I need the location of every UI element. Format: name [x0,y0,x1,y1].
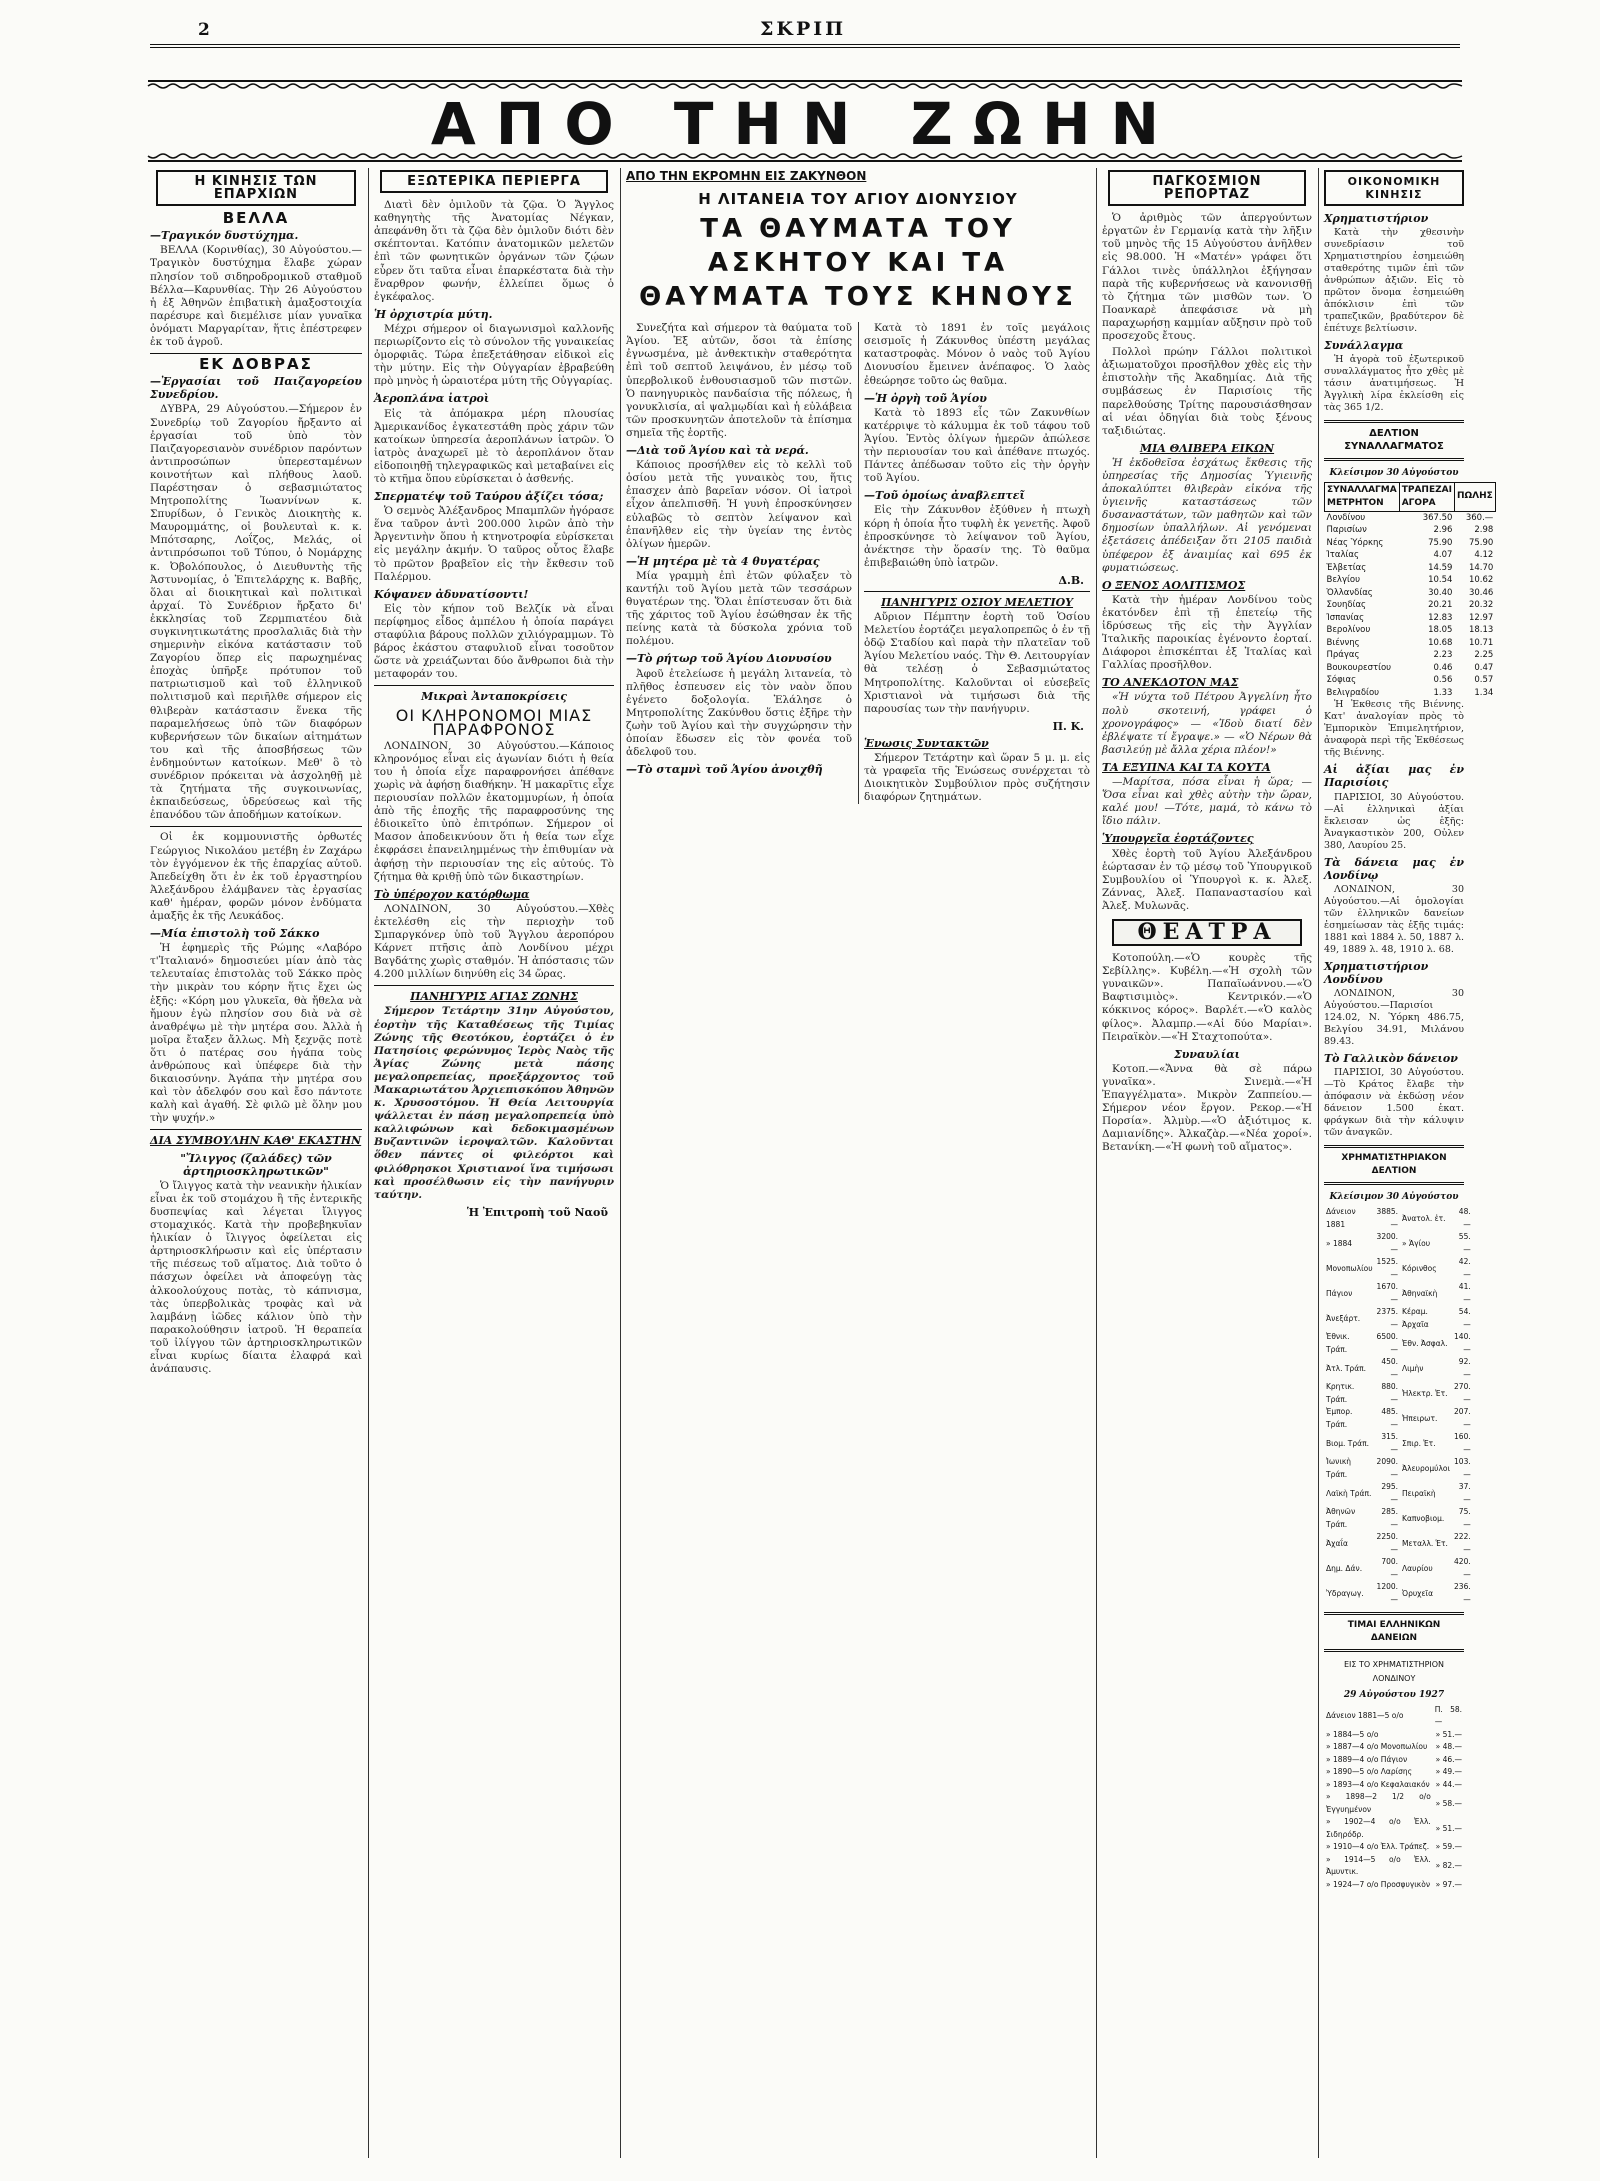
table-row [1325,674,1496,687]
table-subtitle: Κλείσιμον 30 Αὐγούστου [1329,1192,1459,1203]
table-cell: 30.40 [1428,587,1453,598]
table-title: ΔΕΛΤΙΟΝ ΣΥΝΑΛΛΑΓΜΑΤΟΣ [1324,420,1464,460]
table-cell: 75.90 [1428,537,1453,548]
bond-table [1324,1704,1464,1892]
page-number: 2 [198,20,210,40]
table-cell: 18.13 [1468,625,1494,636]
divider [150,1129,362,1130]
table-cell: Μεταλλ. Ἑτ. [1402,1538,1448,1548]
article-text: Ἡ Ἐκθεσις τῆς Βιέννης. Κατ' ἀναλογίαν πρὸς τὸ Ἐμπορικὸν Ἐπιμελητήριον, ἀναφορὰ περὶ τῆς Ἐκθέσεως τῆς Βιέννης. [1324,699,1464,759]
table-cell: » 59.— [1435,1842,1462,1852]
exchange-table-body [1325,511,1496,699]
table-cell: Ἀθηναϊκὴ [1402,1288,1438,1298]
table-cell: Καπνοβιομ. [1402,1513,1445,1523]
table-cell: Ἀνεξάρτ. [1326,1313,1361,1323]
table-cell: 0.46 [1433,662,1453,673]
table-row [1324,1206,1473,1231]
column-divider [1318,168,1319,2158]
table-cell: 222.— [1454,1532,1471,1554]
article-heading: —Ἡ μητέρα μὲ τὰ 4 θυγατέρας [626,554,820,568]
table-row [1324,1306,1473,1331]
article-heading: "Ἴλιγγος (ζαλάδες) τῶν ἀρτηριοσκληρωτικῶν" [180,1151,332,1178]
section-header: ΟΙΚΟΝΟΜΙΚΗ ΚΙΝΗΣΙΣ [1324,170,1464,206]
table-cell: Σπιρ. Ἑτ. [1402,1438,1436,1448]
table-cell: » 1884—5 ο/ο [1326,1729,1379,1739]
subsection-heading: Μικραὶ Ἀνταποκρίσεις [421,690,567,704]
article-text: ΛΟΝΔΙΝΟΝ, 30 Αὐγούστου.—Αἱ ὁμολογίαι τῶν ἑλληνικῶν δανείων ἐσημείωσαν τὰς ἑξῆς τιμάς: 1881 καὶ 1884 λ. 50, 1887 λ. 49, 1889 λ. 48, 1910 λ. 68. [1324,883,1464,955]
table-cell: Ἰωνικὴ Τράπ. [1326,1457,1352,1479]
table-cell: 10.71 [1468,637,1494,648]
subsection-heading: Τὰ δάνεια μας ἐν Λονδίνῳ [1324,855,1464,882]
table-row [1324,1779,1464,1792]
table-cell: 10.68 [1428,637,1453,648]
table-cell: 1200.— [1376,1582,1399,1604]
table-cell: Πειραϊκὴ [1402,1488,1436,1498]
article-text: Ἀφοῦ ἐτελείωσε ἡ μεγάλη λιτανεία, τὸ πλῆθος ἐσπευσεν εἰς τὸν ναὸν ὅπου ἐγένετο δοξολογία. Ἐλάλησε ὁ Μητροπολίτης Ζακύνθου ὅστις ἐξῆρε τὴν ζωὴν τοῦ Ἁγίου καὶ τὴν συγχώρησιν τὴν ὁποίαν ἔδωσεν εἰς τὸν φονέα τοῦ ἀδελφοῦ του. [626,667,852,759]
table-row [1325,649,1496,662]
column-world-reportage [1102,170,1312,2150]
article-text: Σήμερον Τετάρτην καὶ ὥραν 5 μ. μ. εἰς τὰ γραφεῖα τῆς Ἑνώσεως συνέρχεται τὸ Διοικητικὸν Συμβούλιον πρὸς συζήτησιν διαφόρων ζητημάτων. [864,752,1090,804]
signature: Δ.Β. [1058,573,1084,587]
divider [374,985,614,986]
table-cell: 3885.— [1376,1207,1399,1229]
table-cell: » 58.— [1435,1798,1462,1808]
table-cell: Βερολίνου [1326,625,1371,636]
table-row [1325,687,1496,700]
table-cell: Δημ. Δάν. [1326,1563,1363,1573]
column-heading: ΔΙΑ ΣΥΜΒΟΥΛΗΝ ΚΑΘ' ΕΚΑΣΤΗΝ [150,1134,362,1148]
table-cell: » 1893—4 ο/ο Κεφαλαιακόν [1326,1779,1430,1789]
article-heading: —Τὸ σταμνὶ τοῦ Ἁγίου ἀνοιχθῆ [626,763,823,777]
table-cell: 485.— [1381,1407,1399,1429]
table-cell: Δάνειον 1881 [1326,1207,1356,1229]
article-heading: —Διὰ τοῦ Ἁγίου καὶ τὰ νερά. [626,444,809,458]
table-row [1325,624,1496,637]
article-text: Ἡ ἀγορὰ τοῦ ἐξωτερικοῦ συναλλάγματος ἦτο χθὲς μὲ τάσιν ἀνατιμήσεως. Ἡ Ἀγγλικὴ λίρα ἐκλείσθη εἰς τὰς 365 1/2. [1324,354,1464,414]
table-cell: 2.98 [1474,525,1494,536]
banner-title: ΑΠΟ ΤΗΝ ΖΩΗΝ [430,90,1180,158]
article-text: Ἡ ἐφημερὶς τῆς Ρώμης «Λαβόρο τ'Ἰταλιανό» δημοσιεύει μίαν ἀπὸ τὰς τελευταίας ἐπιστολὰς τοῦ Σάκκο πρὸς τὴν μικρὰν του κόρην ἥτις ἔχει ὡς ἑξῆς: «Κόρη μου γλυκεῖα, θὰ ἤθελα νὰ ἤμουν ἐγὼ πλησίον σου διὰ νὰ σὲ ἀναθρέψω μὲ τὴν μητέρα σου. Ἀλλὰ ἡ μοῖρα ἔταξεν ἄλλως. Μὴ ξεχνᾷς ποτὲ ὅτι ὁ πατέρας σου ἠγάπα τοὺς ἀνθρώπους καὶ ὑπέφερε διὰ τὴν δικαιοσύνην. Ἀγάπα τὴν μητέρα σου καὶ τὸν ἀδελφόν σου καὶ ἔσο πάντοτε καλὴ καὶ ἀγαθή. Σὲ φιλῶ μὲ ὅλην μου τὴν ψυχήν.» [150,942,362,1125]
table-cell: Πράγας [1326,650,1360,661]
table-cell: 420.— [1454,1557,1471,1579]
table-cell: 295.— [1381,1482,1399,1504]
article-text: Ὁ σεμνὸς Ἀλέξανδρος Μπαμπλῶν ἠγόρασε ἕνα ταῦρον ἀντὶ 200.000 λιρῶν ἀπὸ τὴν Ἀργεντινὴν ὅπου ἡ κτηνοτροφία εὑρίσκεται εἰς μεγάλην ἀκμήν. Ὁ ταῦρος οὗτος ἔλαβε τὸ πρῶτον βραβεῖον εἰς τὴν ἔκθεσιν τοῦ Παλέρμου. [374,505,614,583]
table-subtitle: Κλείσιμον 30 Αὐγούστου [1329,467,1459,478]
feature-title: ΤΑ ΘΑΥΜΑΤΑ ΤΟΥ ΑΣΚΗΤΟΥ ΚΑΙ ΤΑ ΘΑΥΜΑΤΑ ΤΟΥΣ ΚΗΝΟΥΣ [639,214,1077,313]
article-text: Αὔριον Πέμπτην ἑορτὴ τοῦ Ὁσίου Μελετίου ἑορτάζει μεγαλοπρεπῶς ὁ ἐν τῇ ὁδῷ Σταδίου καὶ παρὰ τὴν πλατεῖαν τοῦ Ἁγίου Μελετίου ναός. Τὴν Θ. Λειτουργίαν θὰ τελέσῃ ὁ Σεβασμιώτατος Μητροπολίτης. Καλοῦνται οἱ εὐσεβεῖς Χριστιανοὶ νὰ τιμήσωσι διὰ τῆς παρουσίας των τὴν πανήγυριν. [864,611,1090,715]
subsection-heading: Τὸ Γαλλικὸν δάνειον [1324,1051,1458,1065]
place-heading: ΕΚ ΔΟΒΡΑΣ [199,355,313,374]
table-cell: Ἐθνικ. Τράπ. [1326,1332,1350,1354]
table-row [1325,599,1496,612]
table-cell: Μονοπωλίου [1326,1263,1373,1273]
table-cell: 2090.— [1376,1457,1399,1479]
feature-body [626,322,1090,804]
article-text: Εἰς τὸν κήπον τοῦ Βελζίκ νὰ εἶναι περίφημος εἶδος ἀμπέλου ἡ ὁποία παράγει σταφύλια βάρους πολλῶν χιλιόγραμμων. Τὸ βάρος ἑκάστου σταφυλιοῦ εἶναι τοσοῦτον ὥστε νὰ χρειάζωνται δύο ἄνθρωποι διὰ τὴν μεταφοράν του. [374,602,614,681]
subsection-heading: Χρηματιστήριον Λονδίνου [1324,959,1429,986]
table-cell: 2.25 [1474,650,1494,661]
feature-kicker: ΑΠΟ ΤΗΝ ΕΚΡΟΜΗΝ ΕΙΣ ΖΑΚΥΝΘΟΝ [626,169,867,183]
table-cell: 10.62 [1468,575,1494,586]
table-cell: Λονδίνου [1326,512,1366,523]
column-feature [626,170,1090,2150]
table-cell: Ἀχαΐα [1326,1538,1348,1548]
table-cell: 37.— [1458,1482,1471,1504]
table-cell: Βουκουρεστίου [1326,662,1392,673]
table-row [1324,1481,1473,1506]
signature: Ἡ Ἐπιτροπὴ τοῦ Ναοῦ [467,1205,608,1219]
divider [150,353,362,354]
article-text: Κατὰ τὴν ἡμέραν Λονδίνου τοὺς ἑκατόνδεν ἐπὶ τῇ ἐπετείῳ τῆς ἱδρύσεως τῆς εἰς τὴν Ἀγγλίαν Ἰταλικῆς παροικίας ἐγένοντο ἑορταί. Διάφοροι ἐπισκέπται ἐξ Ἰταλίας καὶ Γαλλίας προσῆλθον. [1102,593,1312,672]
article-heading: Ἀεροπλάνα ἰατροὶ [374,392,490,406]
table-cell: 285.— [1381,1507,1399,1529]
stock-table [1324,1206,1473,1606]
table-cell: » 48.— [1435,1742,1462,1752]
table-cell: Ἀτλ. Τράπ. [1326,1363,1367,1373]
table-cell: Λαϊκὴ Τράπ. [1326,1488,1372,1498]
section-header: Η ΚΙΝΗΣΙΣ ΤΩΝ ΕΠΑΡΧΙΩΝ [156,170,356,206]
article-text: Κατὰ τὸ 1893 εἷς τῶν Ζακυνθίων κατέρριψε τὸ κάλυμμα ἐκ τοῦ τάφου τοῦ Ἁγίου. Ἐντὸς ὀλίγων ἡμερῶν ἀπώλεσε τὴν περιουσίαν του καὶ ἀπέθανε πτωχός. Πάντες ἀπέδωσαν τοῦτο εἰς τὴν ὀργὴν τοῦ Ἁγίου. [864,406,1090,485]
table-row [1324,1256,1473,1281]
table-cell: » 97.— [1435,1879,1462,1889]
table-cell: Ἐμπορ. Τράπ. [1326,1407,1353,1429]
article-text: Ὁ ἴλιγγος κατὰ τὴν νεανικὴν ἡλικίαν εἶναι ἐκ τοῦ στομάχου ἢ τῆς ἐντερικῆς δυσπεψίας καὶ λέγεται ἴλιγγος στομαχικός. Κατὰ τὴν προβεβηκυῖαν ἡλικίαν ὁ ἴλιγγος ὀφείλεται εἰς ἀρτηριοσκλήρωσιν καὶ εἰς ὑπέρτασιν τῆς πιέσεως τοῦ αἵματος. Διὰ τοῦτο ὁ πάσχων ὀφείλει νὰ ἀποφεύγῃ τὰς ἀλκοολούχους ποτὰς, τὸ κάπνισμα, τὰς ὑπερβολικὰς τροφὰς καὶ νὰ λαμβάνῃ ἰῶδες κάλιον ὑπὸ τὴν παρακολούθησιν ἰατροῦ. Ἡ θεραπεία τοῦ ἰλίγγου τῶν ἀρτηριοσκληρωτικῶν εἶναι κυρίως δίαιτα ἐλαφρά καὶ ἀνάπαυσις. [150,1179,362,1376]
article-text: Κατὰ τὸ 1891 ἐν τοῖς μεγάλοις σεισμοῖς ἡ Ζάκυνθος ὑπέστη μεγάλας καταστροφὰς. Μόνον ὁ ναὸς τοῦ Ἁγίου Διονυσίου ἔμεινεν ἀνέπαφος. Ὁ λαὸς ἐθεώρησε τοῦτο ὡς θαῦμα. [864,322,1090,387]
table-row [1324,1556,1473,1581]
article-heading: ΠΑΝΗΓΥΡΙΣ ΑΓΙΑΣ ΖΩΝΗΣ [410,990,578,1004]
divider [864,591,1090,592]
table-header: ΠΩΛΗΣ [1454,482,1495,511]
article-text: Χθὲς ἑορτὴ τοῦ Ἁγίου Ἀλεξάνδρου ἑώρτασαν ἐν τῷ μέσῳ τοῦ Ὑπουργικοῦ Συμβουλίου οἱ Ὑπουργοὶ κ. κ. Ἀλεξ. Ζάννας, Ἀλεξ. Παπαναστασίου καὶ Ἀλεξ. Μυλωνᾶς. [1102,847,1312,912]
table-cell: 48.— [1458,1207,1471,1229]
table-cell: Πάγιον [1326,1288,1353,1298]
table-cell: Ἑλβετίας [1326,562,1367,573]
table-cell: 6500.— [1376,1332,1399,1354]
article-heading: Τὸ ὑπέροχον κατόρθωμα [374,887,530,901]
table-cell: Βιέννης [1326,637,1360,648]
article-text: Οἱ ἐκ κομμουνιστῆς ὀρθωτές Γεώργιος Νικολάου μετέβη ἐν Ζαχάρω τὸν ἐγγόμενον ἐκ τῆς ἐπαρχίας αὐτοῦ. Ἀπεδείχθη ὅτι ἐν ἐκ τοῦ ἐργαστηρίου Ἀλεξάνδρου ἐλάμβανεν τὰς ἐργασίας καθ' ἡμέραν, φορῶν μόνον ἐνδύματα ἀμαξῆς ἐκ τῆς Λευκάδος. [150,831,362,922]
article-text: Διατὶ δὲν ὁμιλοῦν τὰ ζῷα. Ὁ Ἄγγλος καθηγητὴς τῆς Ἀνατομίας Νέγκαν, ἀπεφάνθη ὅτι τὰ ζῷα δὲν ὁμιλοῦν διότι δὲν σκέπτονται. Κατόπιν ἀνατομικῶν μελετῶν ἐπὶ τῶν φωνητικῶν ὀργάνων τῶν ζῴων εὗρεν ὅτι ταῦτα εἶναι ἐπαρκέστατα διὰ τὴν ἔναρθρον φωνήν, ἐλλείπει ὅμως ὁ ἐγκέφαλος. [374,199,614,303]
table-cell: » 1884 [1326,1238,1353,1248]
table-subtitle: ΕΙΣ ΤΟ ΧΡΗΜΑΤΙΣΤΗΡΙΟΝ ΛΟΝΔΙΝΟΥ [1343,1660,1445,1683]
table-cell: Δάνειον 1881—5 ο/ο [1326,1711,1404,1720]
table-cell: Ἐθν. Ἀσφαλ. [1402,1338,1448,1348]
exchange-table [1324,482,1496,700]
article-text: —Μαρίτσα, πόσα εἶναι ἡ ὥρα; — Ὅσα εἶναι καὶ χθὲς αὐτὴν τὴν ὥραν, καλέ μου! —Τότε, μαμά, τὸ κάνω τὸ ἴδιο πάλιν. [1102,776,1312,828]
table-cell: Ἀλευρομύλοι [1402,1463,1451,1473]
table-cell: 880.— [1381,1382,1399,1404]
table-cell: Ἡλεκτρ. Ἑτ. [1402,1388,1448,1398]
table-cell: » 1924—7 ο/ο Προσφυγικὸν [1326,1879,1431,1889]
table-cell: 75.90 [1468,537,1494,548]
table-cell: » 1914—5 ο/ο Ἐλλ. Ἀμυντικ. [1326,1854,1431,1877]
table-cell: 4.12 [1474,550,1494,561]
table-cell: » 46.— [1435,1754,1462,1764]
table-title: ΧΡΗΜΑΤΙΣΤΗΡΙΑΚΟΝ ΔΕΛΤΙΟΝ [1324,1145,1464,1185]
table-row [1324,1281,1473,1306]
article-text: Εἰς τὰ ἀπόμακρα μέρη πλουσίας Ἀμερικανίδος ἐγκατεστάθη πρὸς χάριν τῶν κατοίκων ὑπηρεσία ἀεροπλάνων ἰατρῶν. Ὁ ἰατρὸς ἀναχωρεῖ μὲ τὸ ἀεροπλάνον ὅταν εἰδοποιηθῇ τηλεγραφικῶς καὶ μεταβαίνει εἰς τὸ κτῆμα ὅπου εὑρίσκεται ὁ ἀσθενής. [374,407,614,485]
table-cell: 360.— [1465,512,1494,523]
table-row [1324,1854,1464,1879]
table-cell: » 44.— [1435,1779,1462,1789]
table-row [1324,1741,1464,1754]
table-row [1324,1531,1473,1556]
table-cell: » 82.— [1435,1861,1462,1870]
table-cell: Κρητικ. Τράπ. [1326,1382,1355,1404]
table-cell: Παρισίων [1326,525,1367,536]
article-heading: —Τὸ ρήτωρ τοῦ Ἁγίου Διονυσίου [626,652,832,666]
table-cell: 140.— [1454,1332,1471,1354]
concert-listings: Κοτοπ.—«Ἄννα θὰ σὲ πάρω γυναῖκα». Σινεμὰ.—«Ἡ Ἐπαγγέλματα». Μικρὸν Ζαππείου.—Σήμερον νέον ἔργον. Ρεκορ.—«Ἡ Πορσία». Ἀλμὺρ.—«Ὁ ἀξιότιμος κ. Δαμιανίδης». Ἀλκαζὰρ.—«Νέα χοροί». Βετανίκη.—«Ἡ φωνὴ τοῦ αἵματος». [1102,1062,1312,1154]
table-row [1324,1816,1464,1841]
table-cell: 700.— [1381,1557,1399,1579]
article-heading: Ἡ ὀρχιστρία μύτη. [374,307,493,321]
table-row [1325,587,1496,600]
article-heading: ΠΑΝΗΓΥΡΙΣ ΟΣΙΟΥ ΜΕΛΕΤΙΟΥ [880,595,1074,609]
article-heading: —Τραγικόν δυστύχημα. [150,229,299,243]
table-cell: Νέας Ὑόρκης [1326,537,1384,548]
top-rule [150,44,1460,48]
table-cell: 42.— [1458,1257,1471,1279]
table-cell: 10.54 [1428,575,1453,586]
table-row [1324,1581,1473,1606]
table-cell: Σουηδίας [1326,600,1367,611]
column-economic [1324,170,1494,2150]
table-row [1325,537,1496,550]
table-row [1324,1879,1464,1892]
table-cell: Ἀθηνῶν Τράπ. [1326,1507,1356,1529]
table-row [1324,1456,1473,1481]
table-cell: 1.33 [1433,687,1453,698]
table-row [1325,524,1496,537]
paper-name: ΣΚΡΙΠ [760,18,847,40]
table-row [1324,1406,1473,1431]
place-heading: ΒΕΛΛΑ [222,209,290,228]
table-cell: » 1898—2 1/2 ο/ο Ἐγγυημένον [1326,1792,1431,1814]
table-cell: Ὁλλανδίας [1326,587,1373,598]
article-text: ΛΟΝΔΙΝΟΝ, 30 Αὐγούστου.—Παρισίοι 124.02, Ν. Ὑόρκη 486.75, Βελγίου 34.91, Μιλάνου 89.43. [1324,987,1464,1047]
column-provinces [150,170,362,2150]
column-foreign-curiosities [374,170,614,2150]
article-heading: ΜΙΑ ΘΛΙΒΕΡΑ ΕΙΚΩΝ [1139,441,1275,455]
article-heading: Κόψανεν ἀδυνατίσοντι! [374,587,529,601]
table-cell: Βιομ. Τράπ. [1326,1438,1369,1448]
table-cell: Ὀρυχεῖα [1402,1588,1434,1598]
table-cell: » 49.— [1435,1767,1462,1777]
table-cell: 4.07 [1433,550,1453,561]
table-row [1325,574,1496,587]
table-cell: 0.56 [1433,675,1453,686]
table-row [1324,1506,1473,1531]
table-cell: Λαυρίου [1402,1563,1433,1573]
table-cell: 1525.— [1376,1257,1399,1279]
table-cell: 2250.— [1376,1532,1399,1554]
column-divider [1096,168,1097,2158]
table-cell: Λιμὴν [1402,1363,1424,1373]
table-header: ΣΥΝΑΛΛΑΓΜΑ ΜΕΤΡΗΤΟΝ [1325,482,1400,511]
subsection-heading: Συνάλλαγμα [1324,339,1404,353]
article-heading: ΤΑ ΕΞΥΠΝΑ ΚΑΙ ΤΑ ΚΟΥΤΑ [1102,760,1271,774]
table-cell: 2.96 [1433,525,1453,536]
table-cell: 18.05 [1428,625,1453,636]
table-header: ΤΡΑΠΕΖΑΙ ΑΓΟΡΑ [1399,482,1454,511]
table-row [1324,1841,1464,1854]
article-text: Ἡ ἐκδοθεῖσα ἐσχάτως ἔκθεσις τῆς ὑπηρεσίας τῆς Δημοσίας Ὑγιεινῆς ἀποκαλύπτει θλιβερὰν εἰκόνα τῆς ὑγιεινῆς καταστάσεως τῶν δυσαναστάτων, τῶν μαθητῶν καὶ τῶν δημοσίων ὑπαλλήλων. Αἱ γενόμεναι ἐξετάσεις ἀπέδειξαν ὅτι 2105 παιδιὰ ὑπέφερον ἐξ ἀναιμίας καὶ 695 ἐκ φυματιώσεως. [1102,456,1312,574]
article-text: Ὁ ἀριθμὸς τῶν ἀπεργούντων ἐργατῶν ἐν Γερμανίᾳ κατὰ τὴν λῆξιν τοῦ μηνὸς τῆς 15 Αὐγούστου ἀνῆλθεν εἰς 98.000. Ἡ «Ματέν» γράφει ὅτι Γάλλοι τινὲς ὑπάλληλοι ἐξήγησαν παρὰ τῆς κυβερνήσεως νὰ κανονισθῇ τὸ ζήτημα τῶν μισθῶν των. Ὁ Ποανκαρὲ ἀπεφάσισε νὰ μὴ παραχωρήσῃ καμμίαν αὔξησιν πρὸ τοῦ προσεχοῦς ἔτους. [1102,212,1312,343]
table-cell: Ὑδραγωγ. [1326,1588,1364,1598]
divider [374,685,614,686]
table-cell: » 1910—4 ο/ο Ἐλλ. Τράπεζ. [1326,1842,1430,1852]
table-row [1325,637,1496,650]
table-cell: 1670.— [1376,1282,1399,1304]
subsection-heading: Αἱ ἀξίαι μας ἐν Παρισίοις [1324,763,1464,790]
table-cell: Βελγίου [1326,575,1360,586]
table-cell: 160.— [1454,1432,1471,1454]
stock-table-body [1324,1206,1473,1606]
article-title: ΟΙ ΚΛΗΡΟΝΟΜΟΙ ΜΙΑΣ ΠΑΡΑΦΡΟΝΟΣ [395,706,593,739]
table-row [1325,511,1496,524]
table-cell: » 51.— [1435,1729,1462,1739]
table-row [1324,1754,1464,1767]
banner-wave-bottom [148,152,1462,160]
table-row [1324,1231,1473,1256]
table-row [1325,612,1496,625]
table-cell: 2375.— [1376,1307,1399,1329]
table-row [1324,1381,1473,1406]
table-cell: Π. 58.— [1434,1704,1462,1727]
column-divider [620,168,621,2158]
article-text: «Ἡ νύχτα τοῦ Πέτρου Ἀγγελίνη ἦτο πολὺ σκοτεινή, γράφει ὁ χρονογράφος» — «Ἰδοὺ διατί δὲν ἐβλέψατε τί ἔγραψε.» — «Ὁ Νέρων θὰ βασιλεύῃ μὲ ἄλλα χέρια πλέον!» [1102,691,1312,756]
table-cell: 450.— [1381,1357,1399,1379]
section-header: ΠΑΓΚΟΣΜΙΟΝ ΡΕΠΟΡΤΑΖ [1108,170,1306,206]
article-text: Κατὰ τὴν χθεσινὴν συνεδρίασιν τοῦ Χρηματιστηρίου ἐσημειώθη σταθερότης τιμῶν ἐπὶ τῶν ἀνθρώπων ἀξιῶν. Εἰς τὸ πρῶτον ὅνομα ἐσημειώθη ἀπόκλισιν ἐπὶ τῶν τραπεζικῶν, βραδύτερον δὲ ἐπέτυχε βελτίωσιν. [1324,227,1464,335]
article-text: ΔΥΒΡΑ, 29 Αὐγούστου.—Σήμερον ἐν Συνεδρίῳ τοῦ Ζαγορίου ἤρξαντο αἱ ἐργασίαι τοῦ ὑπὸ τὸν Παιζαγορεσιανὸν συνέδριον παρόντων ἀντιπροσώπων ὑπερεσταμένων κοινοτήτων καὶ πλήθους λαοῦ. Παρέστησαν ὁ σεβασμιώτατος Μητροπολίτης Ἰωαννίνων κ. Σπυρίδων, ὁ Γενικὸς Διοικητὴς κ. Μαυρομμάτης, οἱ βουλευταὶ κ. κ. Μπότσαρης, Λοΐζος, Μελάς, οἱ ἀντιπρόσωποι τοῦ Τύπου, ὁ Νομάρχης κ. Ὀβολόπουλος, ὁ Διευθυντὴς τῆς Ἀστυνομίας, ὁ Ἐπιτελάρχης κ. Βαβῆς, ὅλαι αἱ διοικητικαὶ καὶ πολιτικαὶ ἀρχαί. Τὸ Συνέδριον ἤρξατο δι' ἐκκλησίας τοῦ Ζερμπιατέου διὰ συγκινητικωτάτης προσλαλιᾶς διὰ τὴν σημερινὴν εἰκόνα κατάστασιν τοῦ Ζαγορίου ὅπερ εἰς παρωχημένας ἐποχὰς ὑπῆρξε πρότυπον τοῦ πατριωτισμοῦ καὶ τοῦ ἐλληνικοῦ πολιτισμοῦ καὶ περιῆλθε σήμερον εἰς θλιβερὰν κατάστασιν ἕνεκα τῆς παραμελήσεως ὑπὸ τῶν διαφόρων κυβερνήσεων τῶν δικαίων αἰτημάτων του καὶ τῆς ἀποσβήσεως τῶν ἐνδημούντων κατοίκων. Μεθ' ὃ τὸ συνέδριον πρόκειται νὰ ἀσχοληθῇ μὲ τὰ ζητήματα τῆς συγκοινωνίας, ἐκπαιδεύσεως, ὑδρεύσεως καὶ τῆς ἐπανόδου τῶν ἀποδήμων κατοίκων. [150,403,362,822]
table-cell: 55.— [1458,1232,1471,1254]
article-heading: Ο ΞΕΝΟΣ ΑΟΛΙΤΙΣΜΟΣ [1102,578,1246,592]
article-heading: Σπερματέψ τοῦ Ταύρου ἀξίζει τόσα; [374,490,604,504]
article-text: ΛΟΝΔΙΝΟΝ, 30 Αὐγούστου.—Χθὲς ἐκτελέσθη εἰς τὴν περιοχὴν τοῦ Σμπαργκόνερ ὑπὸ τοῦ Ἄγγλου ἀεροπόρου Κάρνετ πτῆσις ἀπὸ Λονδίνου μέχρι Βαγδάτης χωρὶς σταθμόν. Ἡ ἀπόστασις τῶν 4.200 μιλλίων διηνύθη εἰς 34 ὥρας. [374,902,614,981]
table-row [1324,1791,1464,1816]
article-heading: Ὑπουργεῖα ἑορτάζοντες [1102,832,1254,846]
article-text: Μέχρι σήμερον οἱ διαγωνισμοὶ καλλονῆς περιωρίζοντο εἰς τὸ σύνολον τῆς γυναικείας ὀμορφιᾶς. Τώρα ἐπεξετάθησαν εἰδικοὶ εἰς τὴν μύτην. Εἰς τὴν Οὐγγαρίαν ἐβραβεύθη πρὸ μηνὸς ἡ ὡραιοτέρα μύτη τῆς Οὐγγαρίας. [374,322,614,388]
section-header: ΕΞΩΤΕΡΙΚΑ ΠΕΡΙΕΡΓΑ [380,170,608,193]
article-text: Συνεζήτα καὶ σήμερον τὰ θαύματα τοῦ Ἁγίου. Ἐξ αὐτῶν, ὅσοι τὰ ἐπίσης ἐγνωσμένα, μὲ ἀνθεκτικὴν σταθερότητα ἐπὶ τοῦ σεπτοῦ λειψάνου, ἐν μέσῳ τοῦ ὑπερβολικοῦ ἐνθουσιασμοῦ τῶν πιστῶν. Ὁ πανηγυρικὸς πανδαίσια τῆς πόλεως, ἡ γονυκλισία, αἱ ψαλμῳδίαι καὶ ἡ εὐλάβεια τῶν προσκυνητῶν ἀποτελοῦν τὰ ἐπίσημα σημεῖα τῆς ἑορτῆς. [626,322,852,439]
table-cell: 1.34 [1474,687,1494,698]
table-cell: 315.— [1381,1432,1399,1454]
table-cell: Κόρινθος [1402,1263,1437,1273]
table-row [1324,1356,1473,1381]
signature: Π. Κ. [1052,719,1084,733]
table-row [1324,1704,1464,1729]
article-text: Μία γραμμὴ ἐπὶ ἐτῶν φύλαξεν τὸ καντήλι τοῦ Ἁγίου μετὰ τῶν τεσσάρων θυγατέρων της. Ὅλαι ἐπίστευσαν ὅτι διὰ τῆς χάριτος τοῦ Ἁγίου ἐσώθησαν ἐκ τῆς πείνης κατὰ τὰ δύσκολα χρόνια τοῦ πολέμου. [626,569,852,648]
article-text: Κάποιος προσήλθεν εἰς τὸ κελλὶ τοῦ ὁσίου μετὰ τῆς γυναικὸς του, ἥτις ἐπασχεν ἀπὸ βαρεῖαν νόσον. Οἱ ἰατροὶ εἶχον ἀπελπισθῆ. Ἡ γυνὴ ἐπροσκύνησεν εὐλαβῶς τὸ σεπτὸν λείψανον καὶ ἐπανῆλθεν εἰς τὴν ὑγείαν της ἐντὸς ὀλίγων ἡμερῶν. [626,459,852,550]
table-cell: 270.— [1454,1382,1471,1404]
table-row [1324,1331,1473,1356]
table-cell: 92.— [1458,1357,1471,1379]
table-row [1325,549,1496,562]
article-text: ΠΑΡΙΣΙΟΙ, 30 Αὐγούστου.—Τὸ Κράτος ἔλαβε τὴν ἀπόφασιν νὰ ἐκδώσῃ νέον δάνειον 1.500 ἑκατ. φράγκων διὰ τὴν κάλυψιν τῶν ἀναγκῶν. [1324,1067,1464,1138]
table-cell: » Ἁγίου [1402,1238,1431,1248]
table-cell: 0.47 [1474,662,1494,673]
table-row [1325,562,1496,575]
table-cell: 20.21 [1428,600,1453,611]
table-cell: Κέραμ. Ἀρχαῖα [1402,1307,1429,1329]
table-row [1325,662,1496,675]
table-cell: Βελιγραδίου [1326,687,1380,698]
table-cell: 41.— [1458,1282,1471,1304]
table-cell: 2.23 [1433,650,1453,661]
table-cell: Ἰσπανίας [1326,612,1365,623]
article-heading: —Τοῦ ὁμοίως ἀναβλεπτεῖ [864,489,1025,503]
table-cell: 207.— [1454,1407,1471,1429]
table-cell: » 1887—4 ο/ο Μονοπωλίου [1326,1742,1428,1752]
article-text: ΛΟΝΔΙΝΟΝ, 30 Αὐγούστου.—Κάποιος κληρονόμος εἶναι εἰς ἀγωνίαν διότι ἡ θεία του ἡ ὁποία εἶχε παραφρονήσει ἀπέθανε χωρὶς νὰ ἀφήσῃ διαθήκην. Ἡ μακαρῖτις εἶχε περιουσίαν πολλῶν ἑκατομμυρίων, ἡ ὁποία ἀπὸ τῆς ἐποχῆς τῆς παραφροσύνης της ἐδιοικεῖτο ὑπὸ ἐπιτρόπων. Σήμερον οἱ Μασον ἀποδεικνύουν ὅτι ἡ θεία των εἶχε ἐκφράσει ἐπανειλημμένως τὴν ἐπιθυμίαν νὰ ἀφήσῃ τὴν περιουσίαν της εἰς αὐτούς. Τὸ ζήτημα θὰ κριθῇ ὑπὸ τῶν δικαστηρίων. [374,739,614,883]
table-cell: 236.— [1454,1582,1471,1604]
table-title: ΤΙΜΑΙ ΕΛΛΗΝΙΚΩΝ ΔΑΝΕΙΩΝ [1324,1612,1464,1652]
banner-wave-top [148,82,1462,90]
table-cell: 14.59 [1428,562,1453,573]
table-row [1324,1431,1473,1456]
table-cell: » 51.— [1435,1823,1462,1833]
feature-header [626,170,1090,314]
table-cell: 12.97 [1468,612,1494,623]
table-cell: 30.46 [1468,587,1494,598]
table-cell: 75.— [1458,1507,1471,1529]
article-heading: ΤΟ ΑΝΕΚΔΟΤΟΝ ΜΑΣ [1102,676,1239,690]
table-cell: 3200.— [1376,1232,1399,1254]
table-cell: 20.32 [1468,600,1494,611]
table-cell: 54.— [1458,1307,1471,1329]
bond-table-body [1324,1704,1464,1892]
article-text: ΠΑΡΙΣΙΟΙ, 30 Αὐγούστου.—Αἱ ἑλληνικαὶ ἀξίαι ἔκλεισαν ὡς ἑξῆς: Ἀναγκαστικὸν 200, Οὐλεν 380, Λαυρίου 25. [1324,791,1464,851]
subsection-heading: Συναυλίαι [1174,1047,1240,1061]
table-cell: Ἰταλίας [1326,550,1359,561]
subsection-heading: Χρηματιστήριον [1324,212,1429,226]
article-text: Σήμερον Τετάρτην 31ην Αὐγούστου, ἑορτὴν τῆς Καταθέσεως τῆς Τιμίας Ζώνης τῆς Θεοτόκου, ἑορτάζει ὁ ἐν Πατησίοις φερώνυμος Ἱερὸς Ναὸς τῆς Ἁγίας Ζώνης μετὰ πάσης μεγαλοπρεπείας, προεξάρχοντος τοῦ Μακαριωτάτου Ἀρχιεπισκόπου Ἀθηνῶν κ. Χρυσοστόμου. Ἡ Θεία Λειτουργία ψάλλεται ἐν πάσῃ μεγαλοπρεπείᾳ ὑπὸ καλλιφώνων καὶ δεδοκιμασμένων Βυζαντινῶν ἱεροψαλτῶν. Καλοῦνται ὅθεν πάντες οἱ φιλεόρτοι καὶ φιλόθρησκοι Χριστιανοί ἵνα τιμήσωσι καὶ προσέλθωσιν εἰς τὴν πανήγυριν ταύτην. [374,1005,614,1201]
table-cell: 14.70 [1468,562,1494,573]
column-divider [368,168,369,2158]
table-cell: 0.57 [1474,675,1494,686]
table-cell: 367.50 [1422,512,1453,523]
table-cell: Ἀνατολ. ἑτ. [1402,1213,1446,1223]
table-cell: » 1890—5 ο/ο Λαρίσης [1326,1767,1413,1777]
theatre-listings-header: ΘΕΑΤΡΑ [1112,919,1302,946]
table-cell: Ἠπειρωτ. [1402,1413,1438,1423]
section-banner [148,80,1462,162]
table-cell: Σόφιας [1326,675,1357,686]
theatre-listings: Κοτοπούλη.—«Ὁ κουρὲς τῆς Σεβίλλης». Κυβέλη.—«Ἡ σχολὴ τῶν γυναικῶν». Παπαϊωάννου.—«Ὁ Βαφτισιμιὸς». Κεντρικόν.—«Ὁ κόκκινος κόρος». Βαρλέτ.—«Ὁ καλὸς φίλος». Ἀλαμπρ.—«Αἱ δύο Μαρίαι». Πειραϊκὸν.—«Ἡ Σταχτοπούτα». [1102,952,1312,1043]
article-heading: Ἑνωσις Συντακτῶν [864,736,989,750]
article-text: ΒΕΛΛΑ (Κορινθίας), 30 Αὐγούστου.—Τραγικὸν δυστύχημα ἔλαβε χώραν πλησίον τοῦ σιδηροδρομικοῦ σταθμοῦ Βέλλα—Καρυνθίας. Τὴν 26 Αὐγούστου ἡ ἐξ Ἀθηνῶν ἐπιβατικὴ ἁμαξοστοιχία παρέσυρε καὶ διεμέλισε μίαν γυναῖκα ὀνόματι Μαργαρίταν, ἥτις ἐπέστρεφεν ἐκ τοῦ ἀγροῦ. [150,244,362,349]
article-text: Πολλοὶ πρώην Γάλλοι πολιτικοὶ ἀξιωματοῦχοι προσῆλθον χθὲς εἰς τὴν ἐπιστολὴν τῆς Ἀκαδημίας. Διὰ τῆς συμβάσεως ἐν Παρισίοις τῆς παρελθούσης Τρίτης παρουσιάσθησαν αἱ νέαι ὁδηγίαι διὰ τοὺς ξένους ταξιδιώτας. [1102,346,1312,437]
article-text: Εἰς τὴν Ζάκυνθον ἐξύθνεν ἡ πτωχὴ κόρη ἡ ὁποία ἦτο τυφλὴ ἐκ γενετῆς. Ἀφοῦ ἐπροσκύνησε τὸ λείψανον τοῦ Ἁγίου, ἀνέκτησε τὴν ὅρασίν της. Τὸ θαῦμα ἐπιβεβαιώθη ὑπὸ ἰατρῶν. [864,504,1090,569]
table-row [1324,1766,1464,1779]
table-cell: » 1902—4 ο/ο Ἐλλ. Σιδηρόδρ. [1326,1817,1431,1839]
table-cell: 12.83 [1428,612,1453,623]
divider [150,826,362,827]
table-date: 29 Αὐγούστου 1927 [1343,1689,1445,1700]
table-row [1324,1729,1464,1742]
article-heading: —Μία ἐπιστολὴ τοῦ Σάκκο [150,927,320,941]
table-cell: 103.— [1454,1457,1471,1479]
article-heading: —Ἐργασίαι τοῦ Παιζαγορείου Συνεδρίου. [150,375,362,402]
feature-head: Η ΛΙΤΑΝΕΙΑ ΤΟΥ ΑΓΙΟΥ ΔΙΟΝΥΣΙΟΥ [698,190,1018,209]
article-heading: —Ἡ ὀργὴ τοῦ Ἁγίου [864,391,987,405]
masthead [120,18,1480,38]
table-cell: » 1889—4 ο/ο Πάγιον [1326,1754,1408,1764]
